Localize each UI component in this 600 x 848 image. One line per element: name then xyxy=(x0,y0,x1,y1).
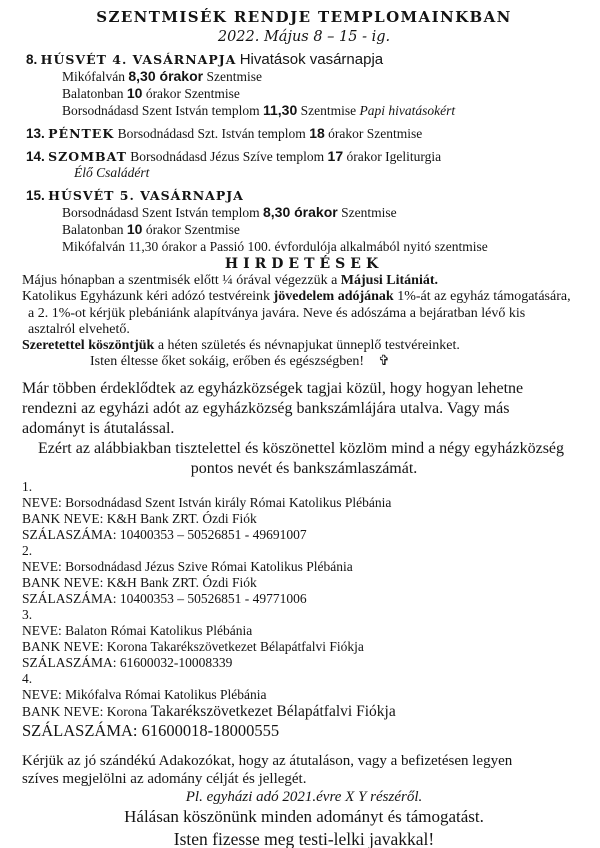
mass-intention: Papi hivatásokért xyxy=(359,103,456,118)
mass-time: 11,30 xyxy=(262,102,298,118)
donation-request-line: szíves megjelölni az adomány célját és jellegét. xyxy=(22,770,307,787)
schedule-item-8-heading xyxy=(26,51,586,68)
bank-intro-line: rendezni az egyházi adót az egyházközség bankszámlájára utalva. Vagy más xyxy=(22,399,510,417)
thanks-line: Hálásan köszönünk minden adományt és támogatást. xyxy=(124,806,484,826)
account-number: 2. xyxy=(22,542,33,558)
bank-notice-line1: Ezért az alábbiakban tisztelettel és köszönettel közlöm mind a négy egyházközség xyxy=(38,439,565,457)
day-number: 8. xyxy=(26,52,38,67)
bank-intro xyxy=(22,379,586,439)
schedule-item-13-heading xyxy=(26,125,586,142)
date-range: 2022. Május 8 – 15 - ig. xyxy=(217,29,391,45)
mass-place: Borsodnádasd Szt. István templom xyxy=(114,126,310,141)
mass-place: Balatonban xyxy=(62,222,127,237)
announcement-emphasis: Májusi Litániát. xyxy=(340,273,439,288)
mass-line xyxy=(62,85,586,102)
mass-intention: Élő Családért xyxy=(74,165,150,180)
bank-account-entry-2 xyxy=(22,543,586,607)
mass-line xyxy=(62,221,586,238)
account-id: SZÁLASZÁMA: 10400353 – 50526851 - 49771006 xyxy=(22,590,307,606)
day-number: 14. xyxy=(26,149,45,164)
day-name: PÉNTEK xyxy=(48,126,115,141)
bank-account-entry-1 xyxy=(22,479,586,543)
schedule-item-15-heading xyxy=(26,187,586,204)
day-name: SZOMBAT xyxy=(48,149,127,164)
account-id: SZÁLASZÁMA: 10400353 – 50526851 - 49691007 xyxy=(22,526,307,542)
donation-request xyxy=(22,752,586,788)
parish-name: NEVE: Mikófalva Római Katolikus Plébánia xyxy=(22,686,267,702)
announcement-text: a héten születés és névnapjukat ünneplő testvéreinket. xyxy=(154,338,460,354)
day-name: HÚSVÉT 5. VASÁRNAPJA xyxy=(48,188,244,203)
bank-notice-line2: pontos nevét és bankszámlaszámát. xyxy=(190,459,418,477)
mass-place: Balatonban xyxy=(62,86,127,101)
day-subtitle: Hivatások vasárnapja xyxy=(239,51,384,68)
bank-intro-line: Már többen érdeklődtek az egyházközségek tagjai közül, hogy hogyan lehetne xyxy=(22,379,524,397)
announcement-emphasis: Szeretettel köszöntjük xyxy=(22,338,155,354)
account-number: 4. xyxy=(22,670,33,686)
mass-time: 8,30 órakor xyxy=(262,204,338,220)
mass-time: 8,30 órakor xyxy=(128,68,204,84)
schedule-item-15 xyxy=(22,187,586,255)
announcements-heading: HIRDETÉSEK xyxy=(224,256,384,272)
announcement-text: 1%-át az egyház támogatására, xyxy=(393,289,571,305)
mass-time: 10 xyxy=(126,221,143,237)
cross-icon: ✞ xyxy=(378,354,390,370)
parish-name: NEVE: Borsodnádasd Jézus Szive Római Katolikus Plébánia xyxy=(22,558,353,574)
account-number: 1. xyxy=(22,478,33,494)
mass-type: órakor Szentmise xyxy=(142,222,240,237)
bank-account-entry-4 xyxy=(22,671,586,742)
mass-time: 18 xyxy=(309,125,325,141)
account-id: SZÁLASZÁMA: 61600032-10008339 xyxy=(22,654,233,670)
announcement-text: Május hónapban a szentmisék előtt ¼ órával végezzük a xyxy=(22,273,341,288)
mass-type: Szentmise xyxy=(203,69,262,84)
bank-name: BANK NEVE: K&H Bank ZRT. Ózdi Fiók xyxy=(22,510,257,526)
day-number: 13. xyxy=(26,126,45,141)
donation-request-line: Kérjük az jó szándékú Adakozókat, hogy az átutaláson, vagy a befizetésen legyen xyxy=(22,752,513,769)
announcement-tax-line3: asztalról elvehető. xyxy=(28,321,130,337)
announcement-tax xyxy=(22,289,586,305)
mass-place: Borsodnádasd Szent István templom xyxy=(62,205,263,220)
day-name: HÚSVÉT 4. VASÁRNAPJA xyxy=(40,52,237,67)
final-blessing: Isten fizesse meg testi-lelki javakkal! xyxy=(173,828,435,848)
bank-account-entry-3 xyxy=(22,607,586,671)
day-number: 15. xyxy=(26,188,45,203)
mass-type: órakor Igeliturgia xyxy=(343,149,442,164)
parish-name: NEVE: Balaton Római Katolikus Plébánia xyxy=(22,622,253,638)
bank-name-prefix: BANK NEVE: Korona xyxy=(22,703,151,719)
mass-time: 17 xyxy=(327,148,344,164)
mass-place: Borsodnádasd Jézus Szíve templom xyxy=(126,149,328,164)
parish-name: NEVE: Borsodnádasd Szent István király Római Katolikus Plébánia xyxy=(22,494,392,510)
mass-time: 10 xyxy=(126,85,143,101)
mass-place: Mikófalván 11,30 órakor a Passió 100. évfordulója alkalmából nyitó szentmise xyxy=(62,239,488,254)
announcement-tax-line2: a 2. 1%-ot kérjük plebániánk alapítványa javára. Neve és adószáma a bejáratban lévő kis xyxy=(28,305,526,321)
mass-type: órakor Szentmise xyxy=(142,86,240,101)
mass-line xyxy=(62,68,586,85)
donation-example: Pl. egyházi adó 2021.évre X Y részéről. xyxy=(185,788,423,805)
bank-name xyxy=(22,703,586,720)
account-id: SZÁLASZÁMA: 61600018-18000555 xyxy=(22,720,280,740)
mass-type: Szentmise xyxy=(297,103,360,118)
bank-name-large: Takarékszövetkezet Bélapátfalvi Fiókja xyxy=(150,702,396,720)
announcement-greeting xyxy=(22,338,586,354)
schedule-item-8 xyxy=(22,51,586,119)
announcement-emphasis: jövedelem adójának xyxy=(273,289,394,305)
mass-line xyxy=(62,102,586,119)
announcement-blessing xyxy=(90,354,586,370)
mass-place: Mikófalván xyxy=(62,69,129,84)
schedule-item-13 xyxy=(22,125,586,142)
account-number: 3. xyxy=(22,606,33,622)
schedule-item-14-heading xyxy=(26,148,586,165)
mass-line xyxy=(62,238,586,255)
mass-line xyxy=(62,204,586,221)
bank-intro-line: adományt is átutalással. xyxy=(22,419,175,437)
mass-type: órakor Szentmise xyxy=(324,126,423,141)
bank-name: BANK NEVE: K&H Bank ZRT. Ózdi Fiók xyxy=(22,574,257,590)
schedule-item-14 xyxy=(22,148,586,181)
page-title: SZENTMISÉK RENDJE TEMPLOMAINKBAN xyxy=(96,8,512,26)
mass-place: Borsodnádasd Szent István templom xyxy=(62,103,263,118)
bank-name: BANK NEVE: Korona Takarékszövetkezet Bélapátfalvi Fiókja xyxy=(22,638,364,654)
announcement-text: Katolikus Egyházunk kéri adózó testvéreink xyxy=(22,289,274,305)
announcement-litany xyxy=(22,273,586,289)
blessing-text: Isten éltesse őket sokáig, erőben és egészségben! xyxy=(90,354,365,370)
mass-type: Szentmise xyxy=(337,205,397,220)
